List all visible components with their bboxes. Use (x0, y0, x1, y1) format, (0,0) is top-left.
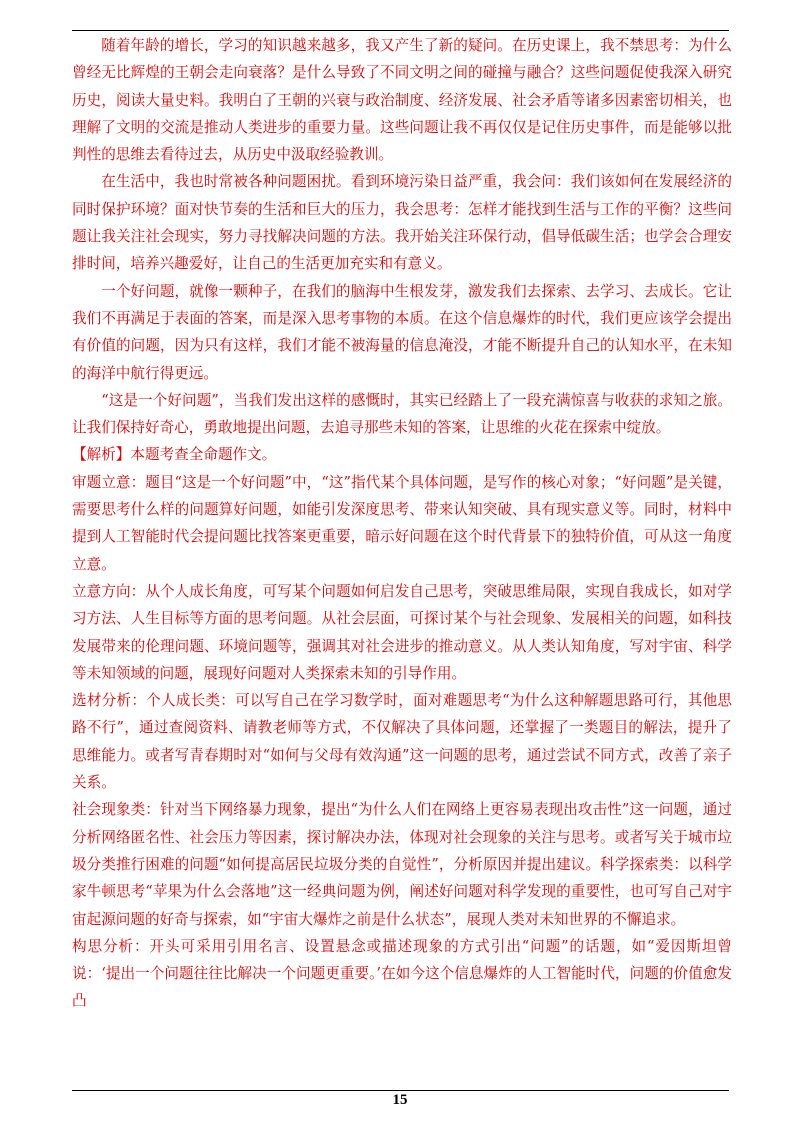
paragraph: 随着年龄的增长，学习的知识越来越多，我又产生了新的疑问。在历史课上，我不禁思考：为什么曾经无比辉煌的王朝会走向衰落？是什么导致了不同文明之间的碰撞与融合？这些问题促使我深入研究历史，阅读大量史料。我明白了王朝的兴衰与政治制度、经济发展、社会矛盾等诸多因素密切相关，也理解了文明的交流是推动人类进步的重要力量。这些问题让我不再仅仅是记住历史事件，而是能够以批判性的思维去看待过去，从历史中汲取经验教训。 (72, 37, 732, 164)
header-rule (72, 30, 729, 31)
paragraph: 在生活中，我也时常被各种问题困扰。看到环境污染日益严重，我会问：我们该如何在发展经济的同时保护环境？面对快节奏的生活和巨大的压力，我会思考：怎样才能找到生活与工作的平衡？这些问题让我关注社会现实，努力寻找解决问题的方法。我开始关注环保行动，倡导低碳生活；也学会合理安排时间，培养兴趣爱好，让自己的生活更加充实和有意义。 (72, 173, 732, 273)
paragraph: 立意方向：从个人成长角度，可写某个问题如何启发自己思考，突破思维局限，实现自我成长，如对学习方法、人生目标等方面的思考问题。从社会层面，可探讨某个与社会现象、发展相关的问题，如科技发展带来的伦理问题、环境问题等，强调其对社会进步的推动意义。从人类认知角度，写对宇宙、科学等未知领域的问题，展现好问题对人类探索未知的引导作用。 (72, 582, 732, 682)
paragraph: 一个好问题，就像一颗种子，在我们的脑海中生根发芽，激发我们去探索、去学习、去成长。它让我们不再满足于表面的答案，而是深入思考事物的本质。在这个信息爆炸的时代，我们更应该学会提出有价值的问题，因为只有这样，我们才能不被海量的信息淹没，才能不断提升自己的认知水平，在未知的海洋中航行得更远。 (72, 282, 732, 382)
paragraph: 选材分析：个人成长类：可以写自己在学习数学时，面对难题思考“为什么这种解题思路可行，其他思路不行”，通过查阅资料、请教老师等方式，不仅解决了具体问题，还掌握了一类题目的解法，提升了思维能力。或者写青春期时对“如何与父母有效沟通”这一问题的思考，通过尝试不同方式，改善了亲子关系。 (72, 692, 732, 792)
paragraph: 社会现象类：针对当下网络暴力现象，提出“为什么人们在网络上更容易表现出攻击性”这一问题，通过分析网络匿名性、社会压力等因素，探讨解决办法，体现对社会现象的关注与思考。或者写关于城市垃圾分类推行困难的问题“如何提高居民垃圾分类的自觉性”，分析原因并提出建议。科学探索类：以科学家牛顿思考“苹果为什么会落地”这一经典问题为例，阐述好问题对科学发现的重要性，也可写自己对宇宙起源问题的好奇与探索，如“宇宙大爆炸之前是什么状态”，展现人类对未知世界的不懈追求。 (72, 801, 732, 928)
paragraph: 构思分析：开头可采用引用名言、设置悬念或描述现象的方式引出“问题”的话题，如“爱因斯坦曾说：‘提出一个问题往往比解决一个问题更重要。’在如今这个信息爆炸的人工智能时代，问题的价值愈发凸 (72, 937, 732, 1010)
analysis-heading: 【解析】本题考查全命题作文。 (72, 446, 277, 464)
footer-rule (72, 1090, 729, 1091)
body-text (72, 32, 732, 1015)
paragraph: 审题立意：题目“这是一个好问题”中，“这”指代某个具体问题，是写作的核心对象；“好问题”是关键，需要思考什么样的问题算好问题，如能引发深度思考、带来认知突破、具有现实意义等。同时，材料中提到人工智能时代会提问题比找答案更重要，暗示好问题在这个时代背景下的独特价值，可从这一角度立意。 (72, 473, 732, 573)
paragraph: “这是一个好问题”，当我们发出这样的感慨时，其实已经踏上了一段充满惊喜与收获的求知之旅。让我们保持好奇心，勇敢地提出问题，去追寻那些未知的答案，让思维的火花在探索中绽放。 (72, 391, 732, 437)
page-number: 15 (392, 1092, 408, 1108)
